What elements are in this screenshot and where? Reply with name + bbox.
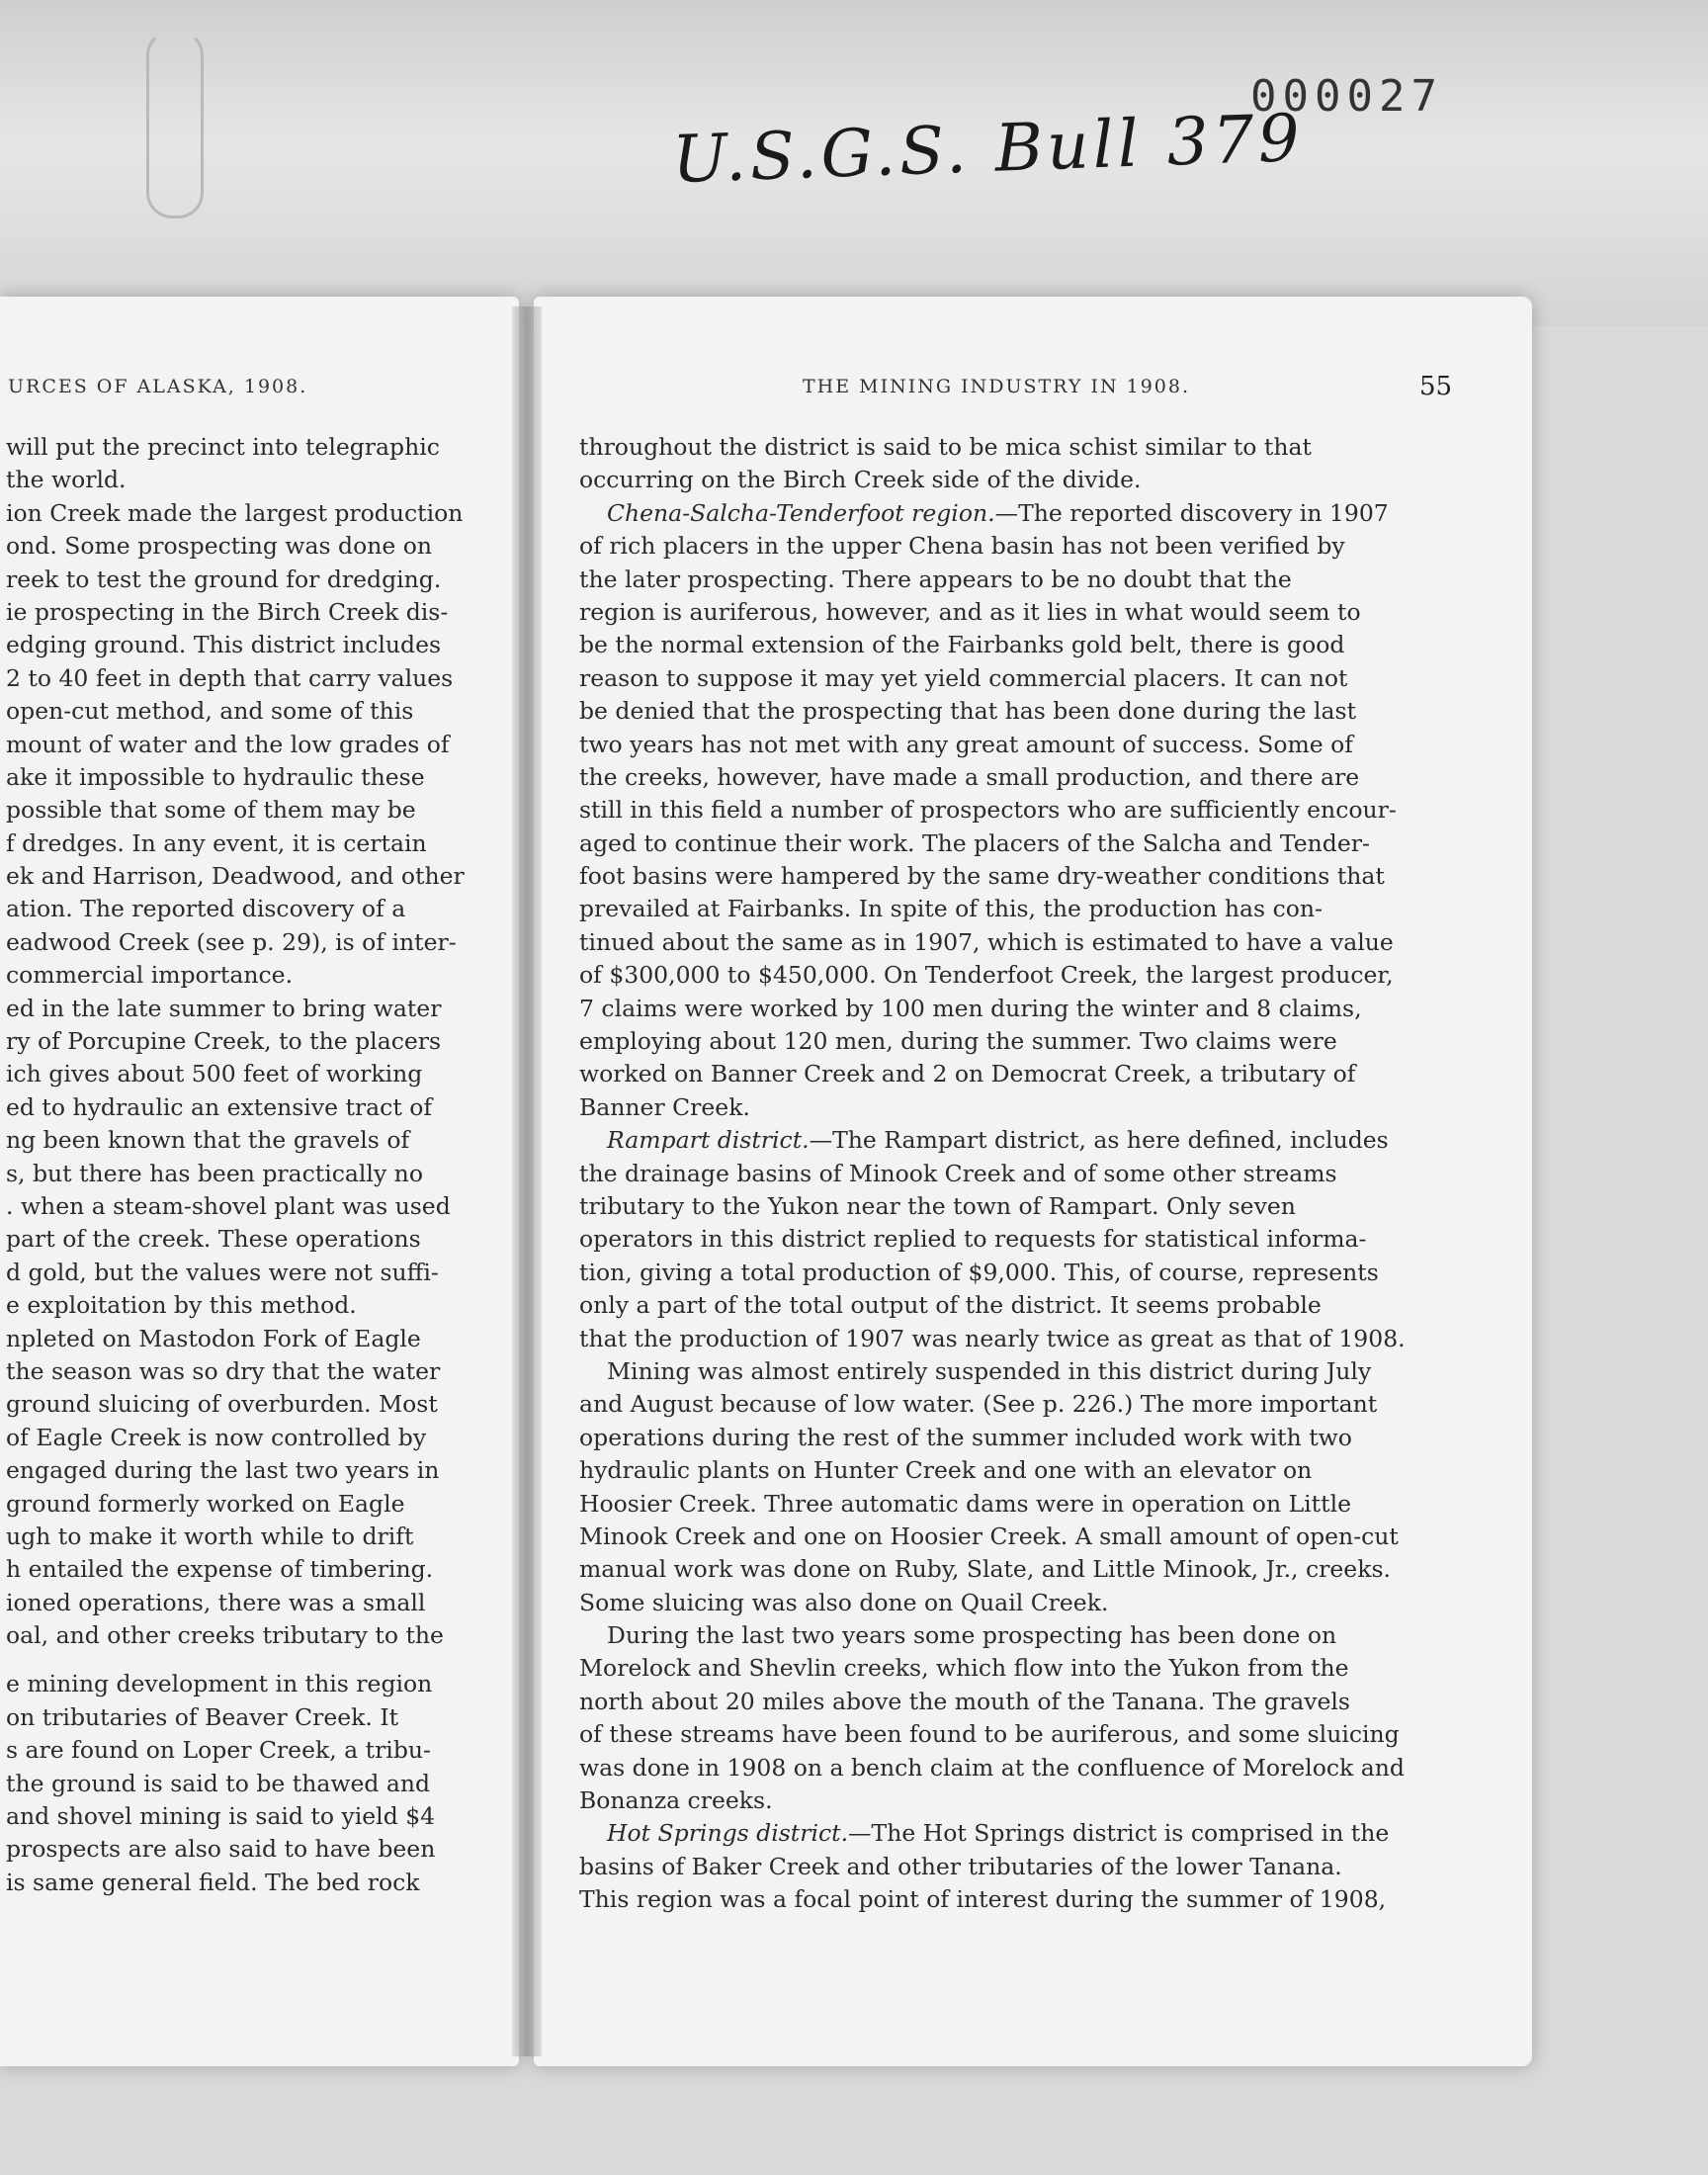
right_page-line: still in this field a number of prospectors who are sufficiently encour- xyxy=(579,796,1397,825)
left_page-line: edging ground. This district includes xyxy=(6,631,442,659)
left_page-line: . when a steam-shovel plant was used xyxy=(6,1191,451,1220)
left_page-line: the season was so dry that the water xyxy=(6,1356,441,1385)
right_page-line: north about 20 miles above the mouth of the Tanana. The gravels xyxy=(579,1687,1350,1715)
page-number: 55 xyxy=(1419,372,1453,401)
left_page-line: ng been known that the gravels of xyxy=(6,1126,410,1155)
right_page-line: basins of Baker Creek and other tributaries of the lower Tanana. xyxy=(579,1852,1342,1880)
left_page-line: ed in the late summer to bring water xyxy=(6,994,442,1022)
left_page-line: ed to hydraulic an extensive tract of xyxy=(6,1092,433,1121)
right_page-line: Banner Creek. xyxy=(579,1092,750,1121)
left_page-line: and shovel mining is said to yield $4 xyxy=(6,1802,436,1831)
left_page-line: engaged during the last two years in xyxy=(6,1456,440,1485)
right_page-line: This region was a focal point of interest during the summer of 1908, xyxy=(579,1885,1387,1914)
section-heading: Rampart district. xyxy=(607,1126,810,1155)
right_page-line: the drainage basins of Minook Creek and of some other streams xyxy=(579,1159,1337,1187)
right_page-line: During the last two years some prospecting has been done on xyxy=(607,1621,1337,1650)
right-running-head: THE MINING INDUSTRY IN 1908. xyxy=(803,376,1191,397)
left_page-line: d gold, but the values were not suffi- xyxy=(6,1258,439,1286)
right_page-line: aged to continue their work. The placers of the Salcha and Tender- xyxy=(579,828,1370,857)
left_page-line: ground formerly worked on Eagle xyxy=(6,1489,405,1518)
left_page-line: ground sluicing of overburden. Most xyxy=(6,1390,438,1419)
left_page-line: prospects are also said to have been xyxy=(6,1835,436,1864)
paperclip-image xyxy=(146,30,204,218)
left_page-line: 2 to 40 feet in depth that carry values xyxy=(6,663,454,692)
left_page-line: the world. xyxy=(6,466,127,494)
left_page-line: ation. The reported discovery of a xyxy=(6,895,406,923)
left_page-line: e exploitation by this method. xyxy=(6,1291,357,1320)
right_page-line: be the normal extension of the Fairbanks gold belt, there is good xyxy=(579,631,1345,659)
right_page-line: throughout the district is said to be mica schist similar to that xyxy=(579,433,1312,461)
book-gutter xyxy=(512,306,542,2056)
left_page-line: the ground is said to be thawed and xyxy=(6,1769,431,1797)
left_page-line: is same general field. The bed rock xyxy=(6,1868,420,1896)
left_page-line: will put the precinct into telegraphic xyxy=(6,433,440,461)
document-number-stamp: 000027 xyxy=(1250,71,1443,122)
right_page-line: foot basins were hampered by the same dry-weather conditions that xyxy=(579,862,1385,891)
left_page-line: ake it impossible to hydraulic these xyxy=(6,762,425,791)
left_page-line: possible that some of them may be xyxy=(6,796,416,825)
right_page-line: Chena-Salcha-Tenderfoot region.—The reported discovery in 1907 xyxy=(607,498,1389,527)
left_page-line: of Eagle Creek is now controlled by xyxy=(6,1423,427,1451)
right_page-line: Morelock and Shevlin creeks, which flow into the Yukon from the xyxy=(579,1654,1349,1683)
right_page-line: reason to suppose it may yet yield commercial placers. It can not xyxy=(579,663,1348,692)
right_page-line: operations during the rest of the summer included work with two xyxy=(579,1423,1352,1451)
left_page-line: eadwood Creek (see p. 29), is of inter- xyxy=(6,927,457,956)
right_page-line: Hoosier Creek. Three automatic dams were in operation on Little xyxy=(579,1489,1351,1518)
right_page-line: operators in this district replied to requests for statistical informa- xyxy=(579,1225,1367,1254)
left_page-line: oal, and other creeks tributary to the xyxy=(6,1621,444,1650)
right_page-line: of rich placers in the upper Chena basin has not been verified by xyxy=(579,532,1345,561)
handwritten-note: U.S.G.S. Bull 379 xyxy=(670,99,1305,199)
left_page-line: ek and Harrison, Deadwood, and other xyxy=(6,862,465,891)
left_page-line: f dredges. In any event, it is certain xyxy=(6,828,427,857)
left_page-line: h entailed the expense of timbering. xyxy=(6,1555,434,1584)
right_page-line: Mining was almost entirely suspended in this district during July xyxy=(607,1356,1372,1385)
left-text-column xyxy=(6,431,482,1899)
left-running-head: URCES OF ALASKA, 1908. xyxy=(8,376,308,397)
section-heading: Chena-Salcha-Tenderfoot region. xyxy=(607,498,995,527)
left_page-line: part of the creek. These operations xyxy=(6,1225,421,1254)
right_page-line: Rampart district.—The Rampart district, as here defined, includes xyxy=(607,1126,1389,1155)
left_page-line: ie prospecting in the Birch Creek dis- xyxy=(6,597,449,626)
right_page-line: employing about 120 men, during the summer. Two claims were xyxy=(579,1027,1337,1056)
right_page-line: manual work was done on Ruby, Slate, and Little Minook, Jr., creeks. xyxy=(579,1555,1391,1584)
section-heading: Hot Springs district. xyxy=(607,1819,849,1848)
right_page-line: and August because of low water. (See p. 226.) The more important xyxy=(579,1390,1378,1419)
left_page-line: reek to test the ground for dredging. xyxy=(6,565,442,593)
right_page-line: of $300,000 to $450,000. On Tenderfoot Creek, the largest producer, xyxy=(579,961,1394,990)
left_page-line: s are found on Loper Creek, a tribu- xyxy=(6,1736,431,1765)
left_page-line: ry of Porcupine Creek, to the placers xyxy=(6,1027,442,1056)
right_page-line: 7 claims were worked by 100 men during the winter and 8 claims, xyxy=(579,994,1362,1022)
right_page-line: tion, giving a total production of $9,000. This, of course, represents xyxy=(579,1258,1379,1286)
right_page-line: worked on Banner Creek and 2 on Democrat Creek, a tributary of xyxy=(579,1060,1356,1088)
left_page-line: on tributaries of Beaver Creek. It xyxy=(6,1702,399,1731)
right_page-line: prevailed at Fairbanks. In spite of this, the production has con- xyxy=(579,895,1323,923)
right_page-line: of these streams have been found to be auriferous, and some sluicing xyxy=(579,1720,1400,1749)
left_page-line: open-cut method, and some of this xyxy=(6,697,414,726)
right_page-line: region is auriferous, however, and as it lies in what would seem to xyxy=(579,597,1361,626)
right_page-line: Bonanza creeks. xyxy=(579,1786,773,1815)
left_page-line: s, but there has been practically no xyxy=(6,1159,423,1187)
right_page-line: Hot Springs district.—The Hot Springs district is comprised in the xyxy=(607,1819,1390,1848)
left_page-line: ugh to make it worth while to drift xyxy=(6,1522,414,1550)
right_page-line: the later prospecting. There appears to be no doubt that the xyxy=(579,565,1292,593)
left_page-line: ion Creek made the largest production xyxy=(6,498,464,527)
left_page-line xyxy=(6,1652,482,1668)
left_page-line: commercial importance. xyxy=(6,961,294,990)
right_page-line: two years has not met with any great amount of success. Some of xyxy=(579,730,1353,758)
right_page-line: the creeks, however, have made a small production, and there are xyxy=(579,762,1360,791)
left_page-line: ond. Some prospecting was done on xyxy=(6,532,433,561)
left_page-line: npleted on Mastodon Fork of Eagle xyxy=(6,1324,421,1352)
right_page-line: was done in 1908 on a bench claim at the confluence of Morelock and xyxy=(579,1753,1405,1782)
right_page-line: Minook Creek and one on Hoosier Creek. A small amount of open-cut xyxy=(579,1522,1399,1550)
right_page-line: that the production of 1907 was nearly twice as great as that of 1908. xyxy=(579,1324,1406,1352)
right_page-line: be denied that the prospecting that has been done during the last xyxy=(579,697,1357,726)
left_page-line: ich gives about 500 feet of working xyxy=(6,1060,423,1088)
right_page-line: tinued about the same as in 1907, which is estimated to have a value xyxy=(579,927,1394,956)
right_page-line: Some sluicing was also done on Quail Creek. xyxy=(579,1588,1109,1616)
right_page-line: only a part of the total output of the district. It seems probable xyxy=(579,1291,1322,1320)
left_page-line: mount of water and the low grades of xyxy=(6,730,450,758)
right_page-line: occurring on the Birch Creek side of the divide. xyxy=(579,466,1142,494)
left_page-line: e mining development in this region xyxy=(6,1670,433,1698)
right-text-column xyxy=(579,431,1449,1917)
right_page-line: hydraulic plants on Hunter Creek and one with an elevator on xyxy=(579,1456,1313,1485)
left_page-line: ioned operations, there was a small xyxy=(6,1588,426,1616)
right_page-line: tributary to the Yukon near the town of Rampart. Only seven xyxy=(579,1191,1296,1220)
